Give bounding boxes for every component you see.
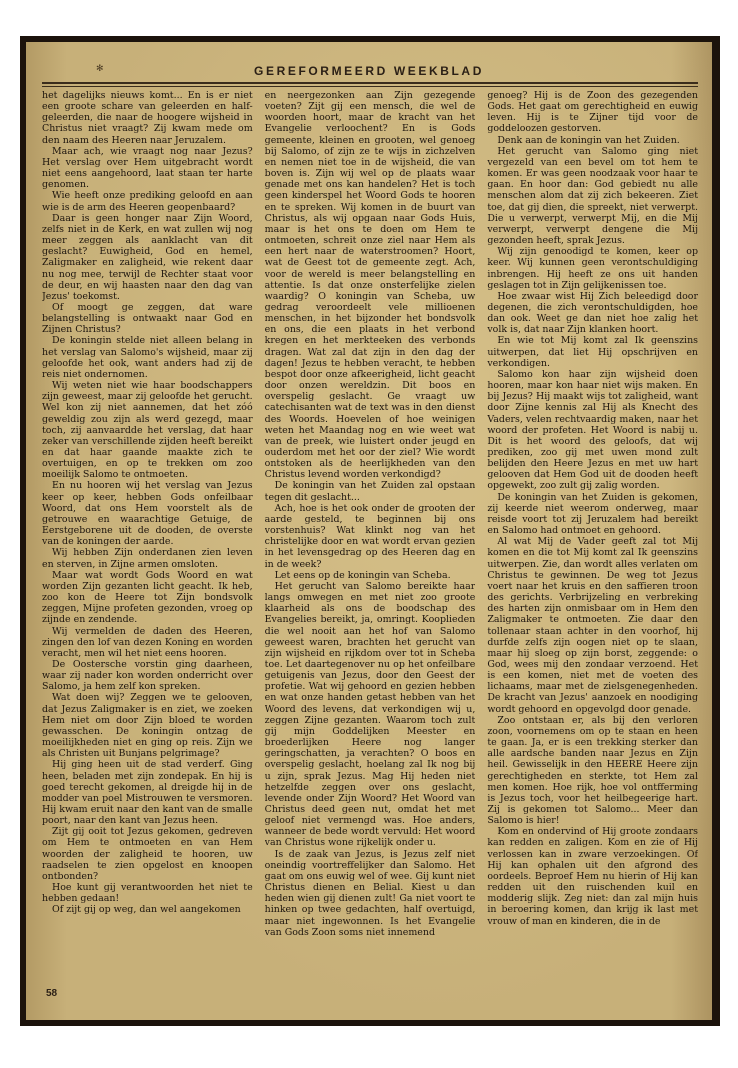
paragraph: Salomo kon haar zijn wijsheid doen hooren, maar kon haar niet wijs maken. En bij Jezus? Hij maakt wijs tot zaligheid, want door Zijne kennis zal Hij als Knecht des Vaders, velen rechtvaardig maken, naar het woord der profeten. Het Woord is nabij u. Dit is het woord des geloofs, dat wij prediken, zoo gij met uwen mond zult belijden den Heere Jezus en met uw hart gelooven dat Hem God uit de dooden heeft opgewekt, zoo zult gij zalig worden. xyxy=(487,368,698,492)
paragraph: Kom en ondervind of Hij groote zondaars kan redden en zaligen. Kom en zie of Hij verlossen kan in zware verzoekingen. Of Hij kan ophalen uit den afgrond des oordeels. Beproef Hem nu hierin of Hij kan redden uit den ruischenden kuil en modderig slijk. Zeg niet: dan zal mijn huis in beroering komen, dan krijg ik last met vrouw of man en kinderen, die in de xyxy=(487,826,698,927)
paragraph: en neergezonken aan Zijn gezegende voeten? Zijt gij een mensch, die wel de woorden hoort, maar de kracht van het Evangelie verloochent? En is Gods gemeente, kleinen en grooten, wel genoeg bij Salomo, of zijn ze te wijs in zichzelven en nemen niet toe in de wijsheid, die van boven is. Zijn wij wel op de plaats waar genade met ons kan handelen? Het is toch geen kinderspel het Woord Gods te hooren en te spreken. Wij komen in de buurt van Christus, als wij opgaan naar Gods Huis, maar is het ons te doen om Hem te ontmoeten, schreit onze ziel naar Hem als een hert naar de waterstroomen? Hoort, wat de Geest tot de gemeente zegt. Ach, voor de wereld is meer belangstelling en attentie. Is dat onze onsterfelijke zielen waardig? O koningin van Scheba, uw gedrag veroordeelt vele millioenen menschen, in het bijzonder het bondsvolk en ons, die een plaats in het verbond kregen en het merkteeken des verbonds dragen. Wat zal dat zijn in den dag der dagen! Jezus te hebben veracht, te hebben bespot door onze afkeerigheid, licht geacht door onzen wereldzin. Dit boos en overspelig geslacht. Ge vraagt uw catechisanten wat de text was in den dienst des Woords. Hoevelen of hoe weinigen weten het Maandag nog en wie weet wat van de preek, wie luistert onder jeugd en ouderdom met het oor der ziel? Wie wordt ontstoken als de heerlijkheden van den Christus levend worden verkondigd? xyxy=(264,90,476,481)
header-ornament: ✻ xyxy=(96,64,104,74)
header-title: GEREFORMEERD WEEKBLAD xyxy=(254,64,484,78)
paragraph: Al wat Mij de Vader geeft zal tot Mij komen en die tot Mij komt zal Ik geenszins uitwerpen. Zie, dan wordt alles verlaten om Christus te gewinnen. De weg tot Jezus voert naar het kruis en den saffieren troon des gerichts. Verbrijzeling en verbreking des harten zijn onmisbaar om in Hem den Zaligmaker te ontmoeten. Zie daar den tollenaar staan achter in den voorhof, hij durfde zelfs zijn oogen niet op te slaan, maar hij sloeg op zijn borst, zeggende: o God, wees mij den zondaar verzoend. Het is een komen, niet met de voeten des lichaams, maar met de zielsgenegenheden. De kracht van Jezus' aanzoek en noodiging wordt gehoord en opgevolgd door genade. xyxy=(487,536,698,715)
paragraph: Let eens op de koningin van Scheba. xyxy=(274,569,451,581)
paragraph: En nu hooren wij het verslag van Jezus keer op keer, hebben Gods onfeilbaar Woord, dat ons Hem voorstelt als de getrouwe en waarachtige Getuige, de Eerstgeborene uit de dooden, de overste van de koningen der aarde. xyxy=(42,480,253,548)
paragraph: Wie heeft onze prediking geloofd en aan wie is de arm des Heeren geopenbaard? xyxy=(42,190,253,213)
magazine-page xyxy=(26,42,712,1020)
column-middle xyxy=(265,90,476,990)
paragraph: het dagelijks nieuws komt... En is er niet een groote schare van geleerden en half-geleerden, die naar de hoogere wijsheid in Christus niet vraagt? Zij kwam mede om den naam des Heeren naar Jeruzalem. xyxy=(42,90,253,146)
column-left xyxy=(42,90,253,990)
paragraph: De Oostersche vorstin ging daarheen, waar zij nader kon worden onderricht over Salomo, ja hem zelf kon spreken. xyxy=(42,658,253,693)
paragraph: Hij ging heen uit de stad verderf. Ging heen, beladen met zijn zondepak. En hij is goed terecht gekomen, al dreigde hij in de modder van poel Mistrouwen te versmoren. Hij kwam eruit naar den kant van de smalle poort, naar den kant van Jezus heen. xyxy=(42,759,253,827)
paragraph: En wie tot Mij komt zal Ik geenszins uitwerpen, dat liet Hij opschrijven en verkondigen. xyxy=(487,335,698,369)
column-right xyxy=(487,90,698,990)
paragraph: Zoo ontstaan er, als bij den verloren zoon, voornemens om op te staan en heen te gaan. Ja, er is een trekking sterker dan alle aardsche banden naar Jezus en Zijn heil. Gewisselijk in den HEERE Heere zijn gerechtigheden en sterkte, tot Hem zal men komen. Hoe rijk, hoe vol ontfferming is Jezus toch, voor het heilbegeerige hart. Zij is gekomen tot Salomo... Meer dan Salomo is hier! xyxy=(487,714,698,827)
paragraph: De koningin van het Zuiden zal opstaan tegen dit geslacht... xyxy=(264,480,476,503)
paragraph: De koningin stelde niet alleen belang in het verslag van Salomo's wijsheid, maar zij geloofde het ook, want anders had zij de reis niet ondernomen. xyxy=(42,335,253,380)
paragraph: Wij vermelden de daden des Heeren, zingen den lof van dezen Koning en worden veracht, men wil het niet eens hooren. xyxy=(42,625,253,659)
paragraph: Hoe zwaar wist Hij Zich beleedigd door degenen, die zich verontschuldigden, hoe dan ook. Weet ge dan niet hoe zalig het volk is, dat naar Zijn klanken hoort. xyxy=(487,290,698,336)
paragraph: Wat doen wij? Zeggen we te gelooven, dat Jezus Zaligmaker is en ziet, we zoeken Hem niet om door Zijn bloed te worden gewasschen. De koningin ontzag de moeilijkheden niet en ging op reis. Zijn we als Christen uit Bunjans pelgrimage? xyxy=(42,692,253,760)
paragraph: Het gerucht van Salomo ging niet vergezeld van een bevel om tot hem te komen. Er was geen noodzaak voor haar te gaan. En hoor dan: God gebiedt nu alle menschen alom dat zij zich bekeeren. Ziet toe, dat gij dien, die spreekt, niet verwerpt. Die u verwerpt, verwerpt Mij, en die Mij verwerpt, verwerpt dengene die Mij gezonden heeft, sprak Jezus. xyxy=(487,145,698,247)
paragraph: Hoe kunt gij verantwoorden het niet te hebben gedaan! xyxy=(42,882,253,905)
text-columns xyxy=(42,90,698,990)
paragraph: Is de zaak van Jezus, is Jezus zelf niet oneindig voortreffelijker dan Salomo. Het gaat om ons euwig wel of wee. Gij kunt niet Christus dienen en Belial. Kiest u dan heden wien gij dienen zult! Ga niet voort te hinken op twee gedachten, half overtuigd, maar niet ingewonnen. Is het Evangelie van Gods Zoon soms niet innemend xyxy=(264,848,476,938)
paragraph: Daar is geen honger naar Zijn Woord, zelfs niet in de Kerk, en wat zullen wij nog meer zeggen als aanklacht van dit geslacht? Euwigheid, God en hemel, Zaligmaker en zaligheid, wie rekent daar nu nog mee, terwijl de Rechter staat voor de deur, en wij haasten naar den dag van Jezus' toekomst. xyxy=(42,212,253,302)
header-rule xyxy=(42,82,698,84)
paragraph: Wij zijn genoodigd te komen, keer op keer. Wij kunnen geen verontschuldiging inbrengen. Hij heeft ze ons uit handen geslagen tot in Zijn gelijkenissen toe. xyxy=(487,246,698,291)
paragraph: Of moogt ge zeggen, dat ware belangstelling is ontwaakt naar God en Zijnen Christus? xyxy=(42,301,253,336)
paragraph: Ach, hoe is het ook onder de grooten der aarde gesteld, te beginnen bij ons vorstenhuis? Wat klinkt nog van het christelijke door en wat wordt ervan gezien in het levensgedrag op des Heeren dag en in de week? xyxy=(264,502,476,570)
paragraph: Denk aan de koningin van het Zuiden. xyxy=(497,134,680,146)
paragraph: Het gerucht van Salomo bereikte haar langs omwegen en met niet zoo groote klaarheid als ons de boodschap des Evangelies bereikt, ja, omringt. Kooplieden die wel nooit aan het hof van Salomo geweest waren, brachten het gerucht van zijn wijsheid en rijkdom over tot in Scheba toe. Let daartegenover nu op het onfeilbare getuigenis van Jezus, door den Geest der profetie. Wat wij gehoord en gezien hebben en wat onze handen getast hebben van het Woord des levens, dat verkondigen wij u, zeggen Zijne gezanten. Waarom toch zult gij mijn Goddelijken Meester en broederlijken Heere nog langer geringschatten, ja verachten? O boos en overspelig geslacht, hoelang zal Ik nog bij u zijn, sprak Jezus. Mag Hij heden niet hetzelfde zeggen over ons geslacht, levende onder Zijn Woord? Het Woord van Christus deed geen nut, omdat het met geloof niet vermengd was. Hoe anders, wanneer de bede wordt vervuld: Het woord van Christus wone rijkelijk onder u. xyxy=(264,580,476,849)
paragraph: Zijt gij ooit tot Jezus gekomen, gedreven om Hem te ontmoeten en van Hem woorden der zaligheid te hooren, uw raadselen te zien opgelost en knoopen ontbonden? xyxy=(42,826,253,882)
paragraph: Maar wat wordt Gods Woord en wat worden Zijn gezanten licht geacht. Ik heb, zoo kon de Heere tot Zijn bondsvolk zeggen, Mijne profeten gezonden, vroeg op zijnde en zendende. xyxy=(42,569,253,626)
page-number: 58 xyxy=(46,988,58,999)
paragraph: genoeg? Hij is de Zoon des gezegenden Gods. Het gaat om gerechtigheid en euwig leven. Hij is te Zijner tijd voor de goddeloozen gestorven. xyxy=(487,90,698,135)
header-rule-thin xyxy=(42,86,698,87)
paragraph: Wij weten niet wie haar boodschappers zijn geweest, maar zij geloofde het gerucht. Wel kon zij niet aannemen, dat het zóó geweldig zou zijn als werd gezegd, maar toch, zij aanvaardde het verslag, dat haar zeker van verschillende zijden heeft bereikt en dat haar gaande maakte zich te overtuigen, en op te trekken om zoo moeilijk Salomo te ontmoeten. xyxy=(42,380,253,481)
paragraph: Maar ach, wie vraagt nog naar Jezus? Het verslag over Hem uitgebracht wordt niet eens aangehoord, laat staan ter harte genomen. xyxy=(42,145,253,191)
paragraph: Wij hebben Zijn onderdanen zien leven en sterven, in Zijne armen omsloten. xyxy=(42,547,253,570)
paragraph: De koningin van het Zuiden is gekomen, zij keerde niet weerom onderweg, maar reisde voort tot zij Jeruzalem had bereikt en Salomo had ontmoet en gehoord. xyxy=(487,491,698,537)
paragraph: Of zijt gij op weg, dan wel aangekomen xyxy=(52,904,241,916)
running-header xyxy=(26,62,712,80)
